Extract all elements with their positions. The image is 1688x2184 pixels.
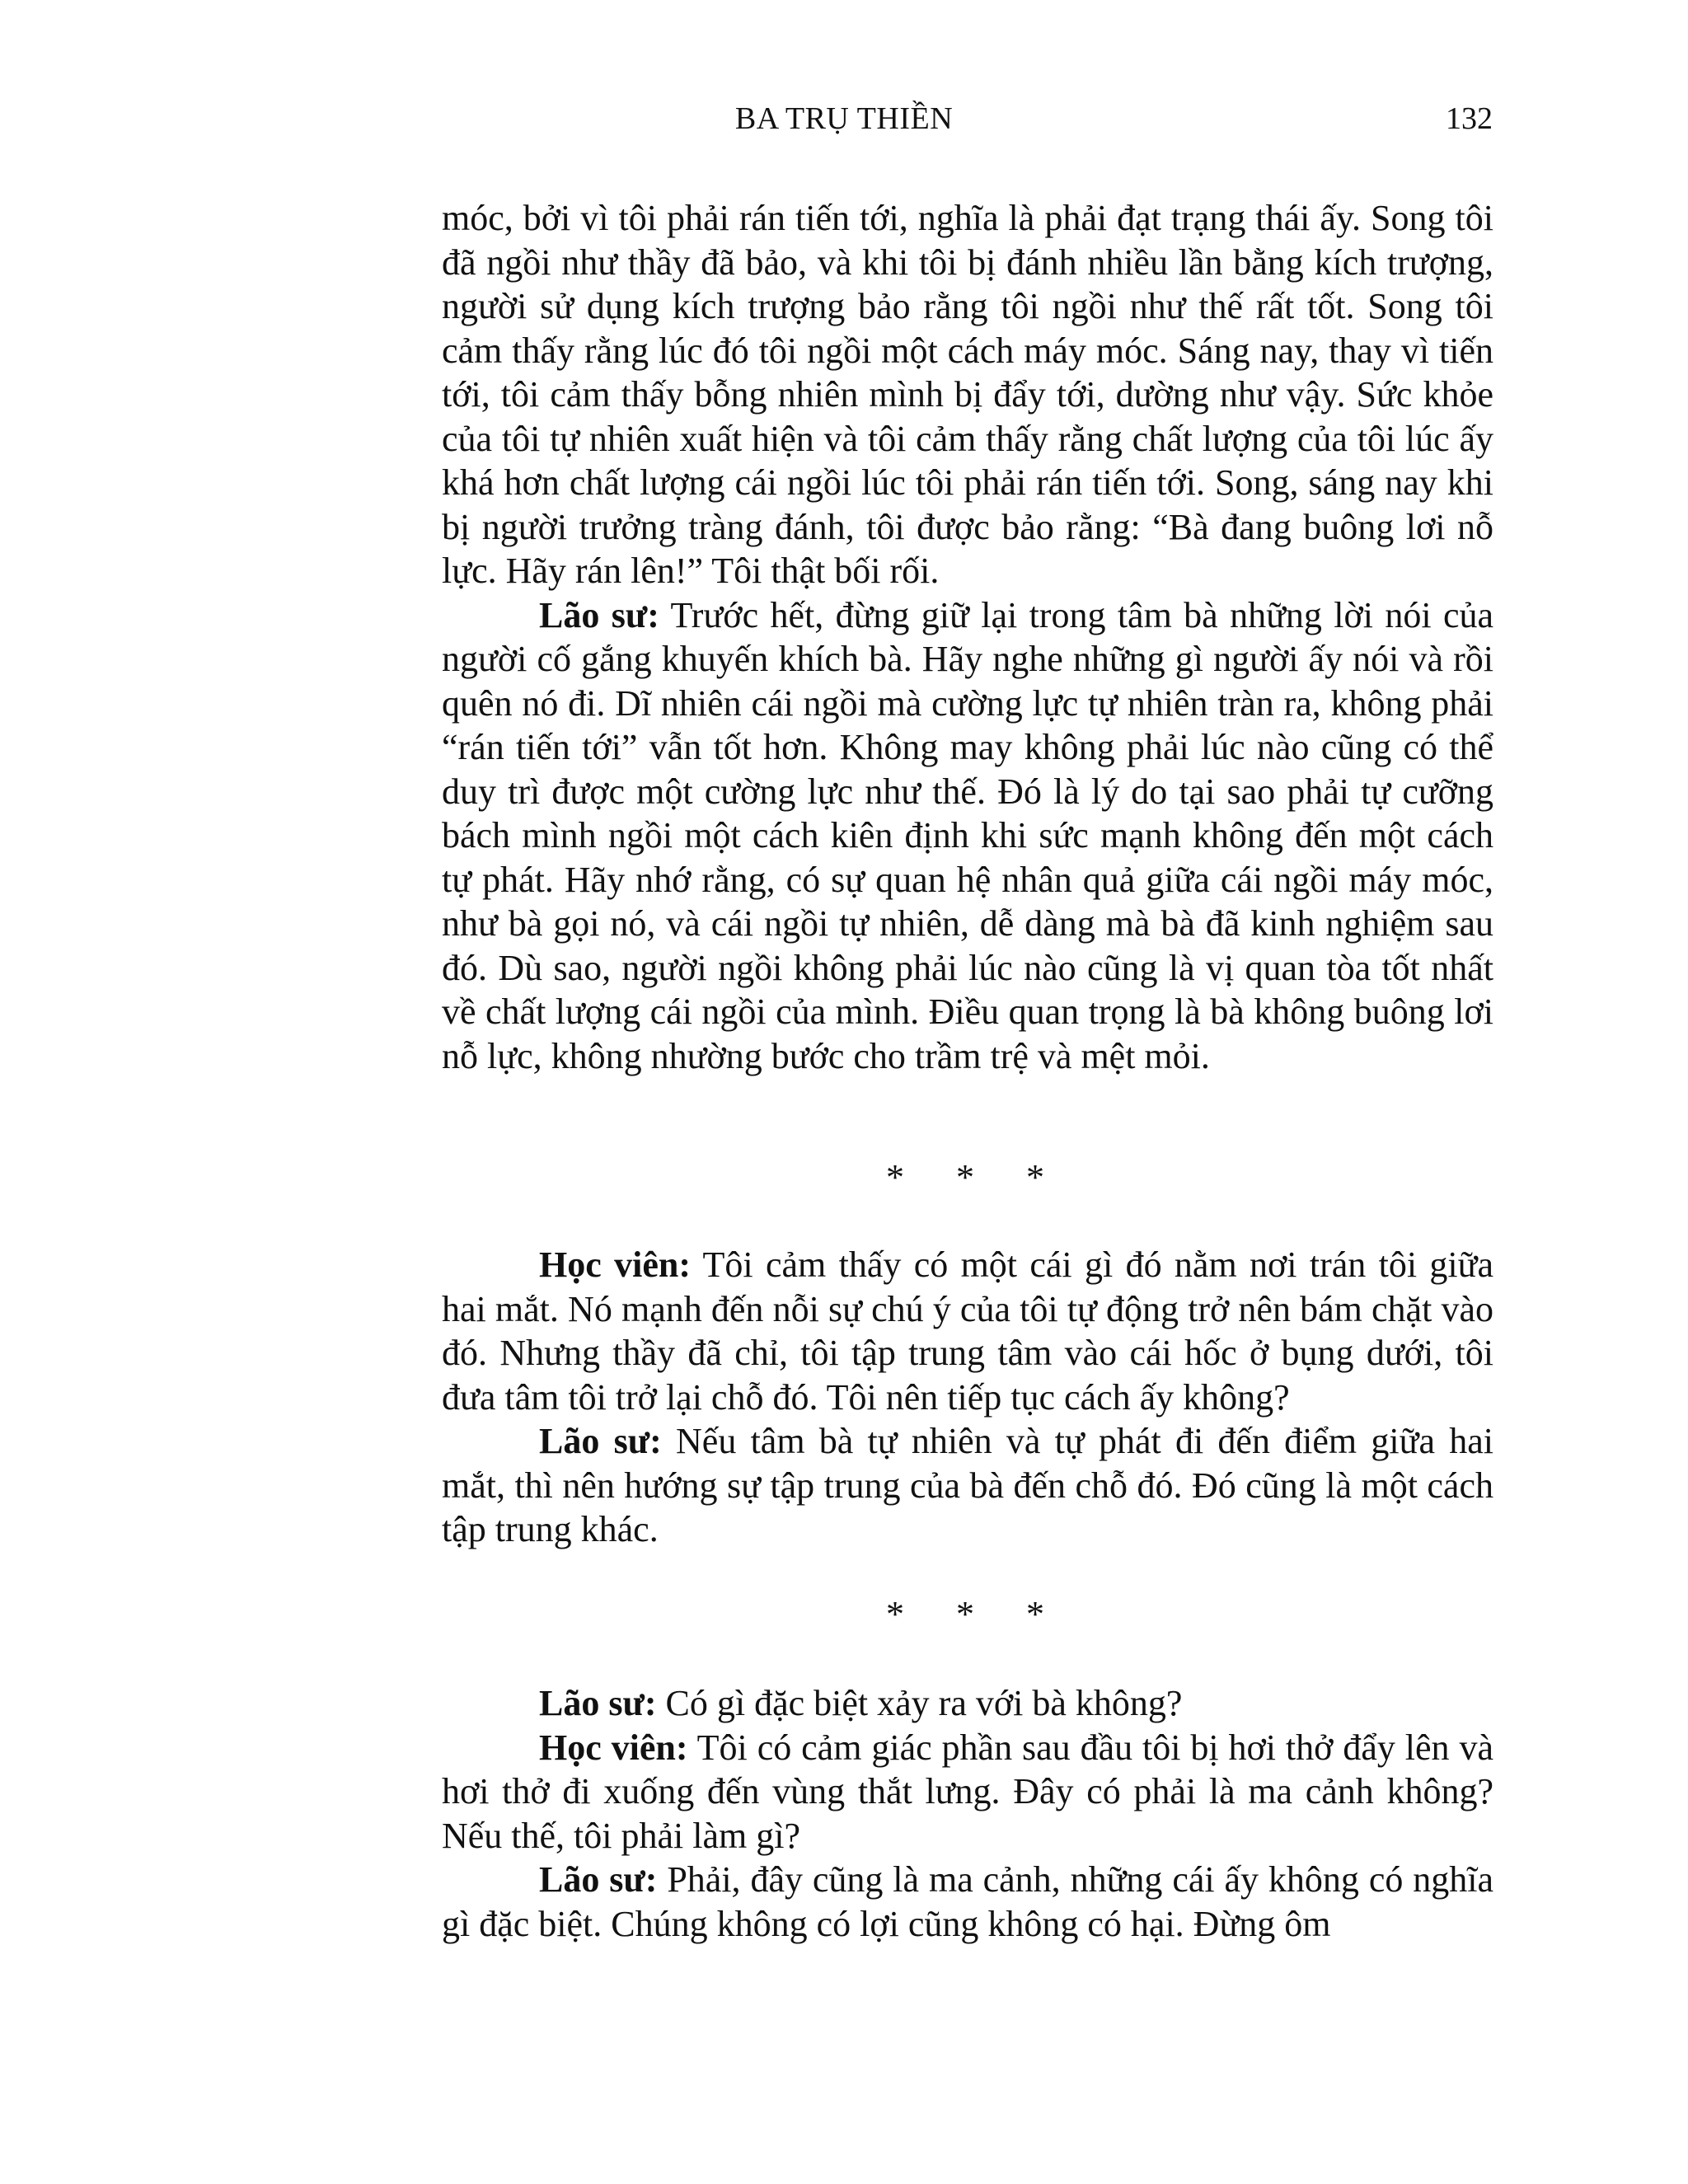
chapter-title: BA TRỤ THIỀN [734, 101, 954, 136]
speaker-label: Học viên: [539, 1727, 688, 1768]
paragraph-continued: móc, bởi vì tôi phải rán tiến tới, nghĩa là phải đạt trạng thái ấy. Song tôi đã ngồi như thầy đã bảo, và khi tôi bị đánh nhiều lần bằng kích trượng, người sử dụng kích trượng bảo rằng tôi ngồi như thế rất tốt. Song tôi cảm thấy rằng lúc đó tôi ngồi một cách máy móc. Sáng nay, thay vì tiến tới, tôi cảm thấy bỗng nhiên mình bị đẩy tới, dường như vậy. Sức khỏe của tôi tự nhiên xuất hiện và tôi cảm thấy rằng chất lượng của tôi lúc ấy khá hơn chất lượng cái ngồi lúc tôi phải rán tiến tới. Song, sáng nay khi bị người trưởng tràng đánh, tôi được bảo rằng: “Bà đang buông lơi nỗ lực. Hãy rán lên!” Tôi thật bối rối. [442, 198, 1493, 591]
paragraph-teacher-answer [442, 1419, 1493, 1552]
section-separator: * * * [886, 1157, 1049, 1197]
paragraph-text: Nếu tâm bà tự nhiên và tự phát đi đến điểm giữa hai mắt, thì nên hướng sự tập trung của bà đến chỗ đó. Đó cũng là một cách tập trung khác. [442, 1421, 1493, 1549]
text-block-2 [442, 1243, 1493, 1552]
paragraph-teacher-answer [442, 593, 1493, 1079]
running-header [0, 97, 1688, 140]
paragraph-text: Có gì đặc biệt xảy ra với bà không? [656, 1683, 1183, 1723]
speaker-label: Lão sư: [539, 1683, 657, 1723]
paragraph-teacher-answer [442, 1858, 1493, 1946]
paragraph-text: Trước hết, đừng giữ lại trong tâm bà những lời nói của người cố gắng khuyến khích bà. Hãy nghe những gì người ấy nói và rồi quên nó đi. Dĩ nhiên cái ngồi mà cường lực tự nhiên tràn ra, không phải “rán tiến tới” vẫn tốt hơn. Không may không phải lúc nào cũng có thể duy trì được một cường lực như thế. Đó là lý do tại sao phải tự cưỡng bách mình ngồi một cách kiên định khi sức mạnh không đến một cách tự phát. Hãy nhớ rằng, có sự quan hệ nhân quả giữa cái ngồi máy móc, như bà gọi nó, và cái ngồi tự nhiên, dễ dàng mà bà đã kinh nghiệm sau đó. Dù sao, người ngồi không phải lúc nào cũng là vị quan tòa tốt nhất về chất lượng cái ngồi của mình. Điều quan trọng là bà không buông lơi nỗ lực, không nhường bước cho trầm trệ và mệt mỏi. [442, 594, 1494, 1076]
paragraph-student-question [442, 1243, 1493, 1419]
section-separator: * * * [886, 1594, 1049, 1634]
page-number: 132 [1446, 101, 1493, 136]
text-block-3 [442, 1681, 1493, 1946]
text-block-1 [442, 196, 1493, 1078]
paragraph-text: Phải, đây cũng là ma cảnh, những cái ấy không có nghĩa gì đặc biệt. Chúng không có lợi cũng không có hại. Đừng ôm [442, 1859, 1494, 1944]
paragraph-student-answer [442, 1726, 1493, 1858]
speaker-label: Lão sư: [539, 1859, 658, 1900]
speaker-label: Lão sư: [539, 594, 659, 635]
speaker-label: Học viên: [539, 1244, 691, 1285]
paragraph-text: Tôi có cảm giác phần sau đầu tôi bị hơi thở đẩy lên và hơi thở đi xuống đến vùng thắt lưng. Đây có phải là ma cảnh không? Nếu thế, tôi phải làm gì? [442, 1727, 1493, 1856]
paragraph-text: Tôi cảm thấy có một cái gì đó nằm nơi trán tôi giữa hai mắt. Nó mạnh đến nỗi sự chú ý của tôi tự động trở nên bám chặt vào đó. Nhưng thầy đã chỉ, tôi tập trung tâm vào cái hốc ở bụng dưới, tôi đưa tâm tôi trở lại chỗ đó. Tôi nên tiếp tục cách ấy không? [442, 1244, 1493, 1418]
paragraph-teacher-question [442, 1681, 1493, 1726]
speaker-label: Lão sư: [539, 1421, 662, 1461]
